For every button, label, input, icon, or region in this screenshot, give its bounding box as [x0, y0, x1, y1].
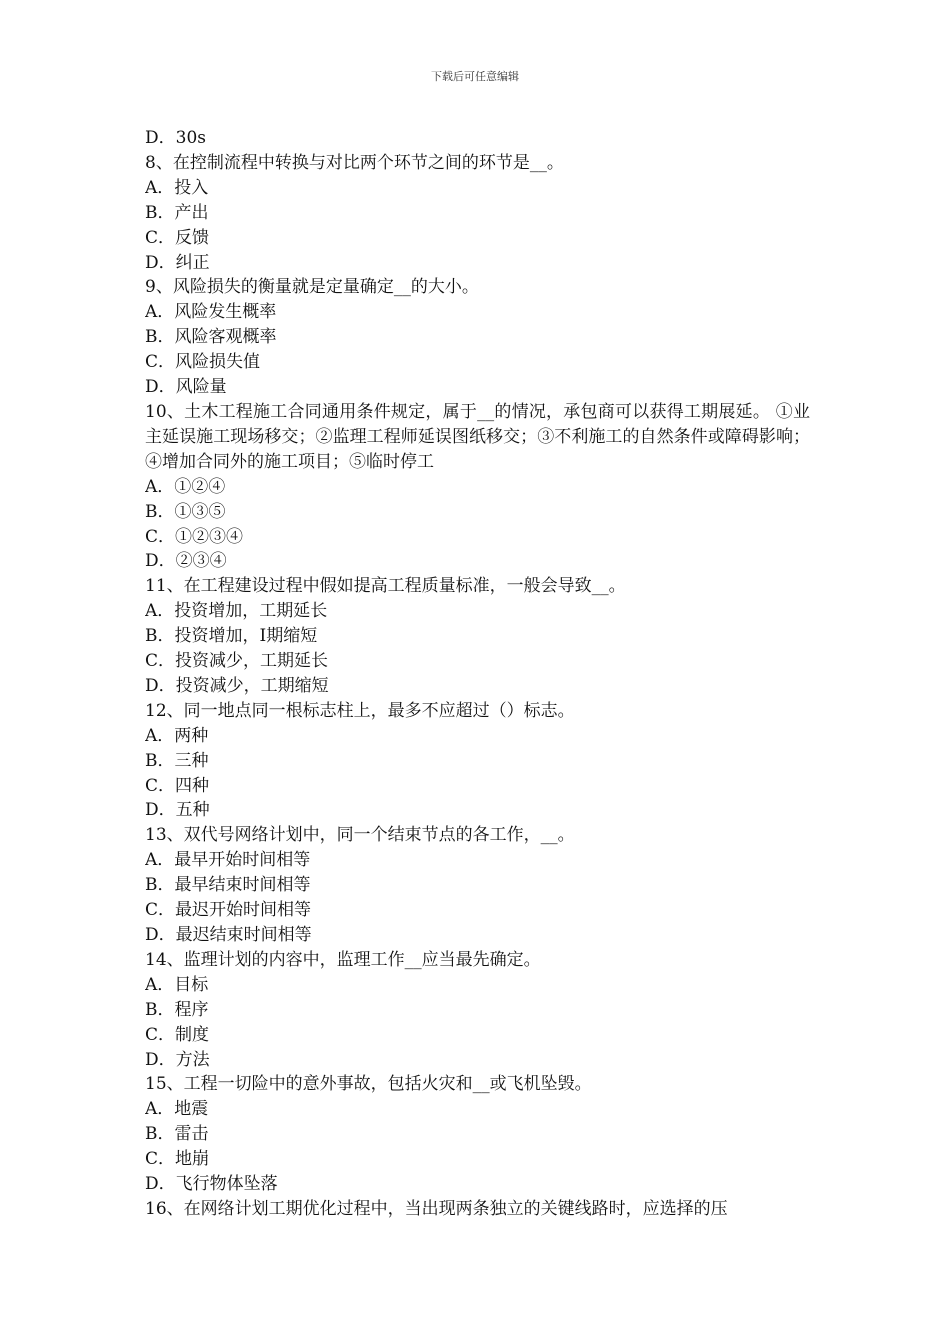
answer-option: A．投资增加，工期延长	[145, 601, 328, 622]
answer-option: C．反馈	[145, 227, 210, 248]
answer-option: A．风险发生概率	[145, 302, 277, 323]
answer-option: B．程序	[145, 999, 209, 1020]
page-header: 下载后可任意编辑	[431, 70, 519, 83]
answer-option: C．地崩	[145, 1149, 210, 1170]
answer-option: A．①②④	[145, 476, 226, 497]
question-text: 9、风险损失的衡量就是定量确定__的大小。	[145, 277, 479, 298]
answer-option: B．①③⑤	[145, 501, 226, 522]
answer-option: A．投入	[145, 177, 209, 198]
answer-option: B．产出	[145, 202, 209, 223]
answer-option: C．制度	[145, 1024, 210, 1045]
question-text: 11、在工程建设过程中假如提高工程质量标准，一般会导致__。	[145, 576, 626, 597]
answer-option: A．目标	[145, 974, 209, 995]
answer-option: B．风险客观概率	[145, 327, 277, 348]
answer-option: C．①②③④	[145, 526, 244, 547]
answer-option: B．三种	[145, 750, 209, 771]
document-body	[145, 126, 810, 1222]
answer-option: D．②③④	[145, 551, 227, 572]
answer-option: D．风险量	[145, 377, 227, 398]
question-text: 16、在网络计划工期优化过程中，当出现两条独立的关键线路时，应选择的压	[145, 1198, 728, 1219]
answer-option: D．方法	[145, 1049, 210, 1070]
question-text: 8、在控制流程中转换与对比两个环节之间的环节是__。	[145, 152, 564, 173]
answer-option: B．雷击	[145, 1124, 209, 1145]
question-text: 13、双代号网络计划中，同一个结束节点的各工作，__。	[145, 825, 575, 846]
question-text: 12、同一地点同一根标志柱上，最多不应超过（）标志。	[145, 700, 575, 721]
answer-option: C．投资减少，工期延长	[145, 651, 329, 672]
answer-option: D．30s	[145, 128, 206, 148]
question-text: 15、工程一切险中的意外事故，包括火灾和__或飞机坠毁。	[145, 1074, 592, 1095]
answer-option: A．最早开始时间相等	[145, 850, 311, 871]
answer-option: D．飞行物体坠落	[145, 1174, 278, 1195]
answer-option: D．纠正	[145, 252, 210, 273]
answer-option: D．五种	[145, 800, 210, 821]
question-text: 14、监理计划的内容中，监理工作__应当最先确定。	[145, 949, 541, 970]
answer-option: D．最迟结束时间相等	[145, 925, 312, 945]
question-text: 10、土木工程施工合同通用条件规定，属于__的情况，承包商可以获得工期展延。 ①业主延误施工现场移交；②监理工程师延误图纸移交；③不利施工的自然条件或障碍影响；④增加合同外的施工项目；⑤临时停工	[145, 401, 810, 472]
answer-option: C．四种	[145, 775, 210, 796]
answer-option: D．投资减少，工期缩短	[145, 675, 329, 696]
answer-option: A．地震	[145, 1099, 209, 1120]
answer-option: A．两种	[145, 725, 209, 746]
answer-option: C．风险损失值	[145, 352, 261, 373]
answer-option: B．最早结束时间相等	[145, 875, 311, 896]
answer-option: B．投资增加，I期缩短	[145, 626, 318, 647]
answer-option: C．最迟开始时间相等	[145, 900, 312, 921]
